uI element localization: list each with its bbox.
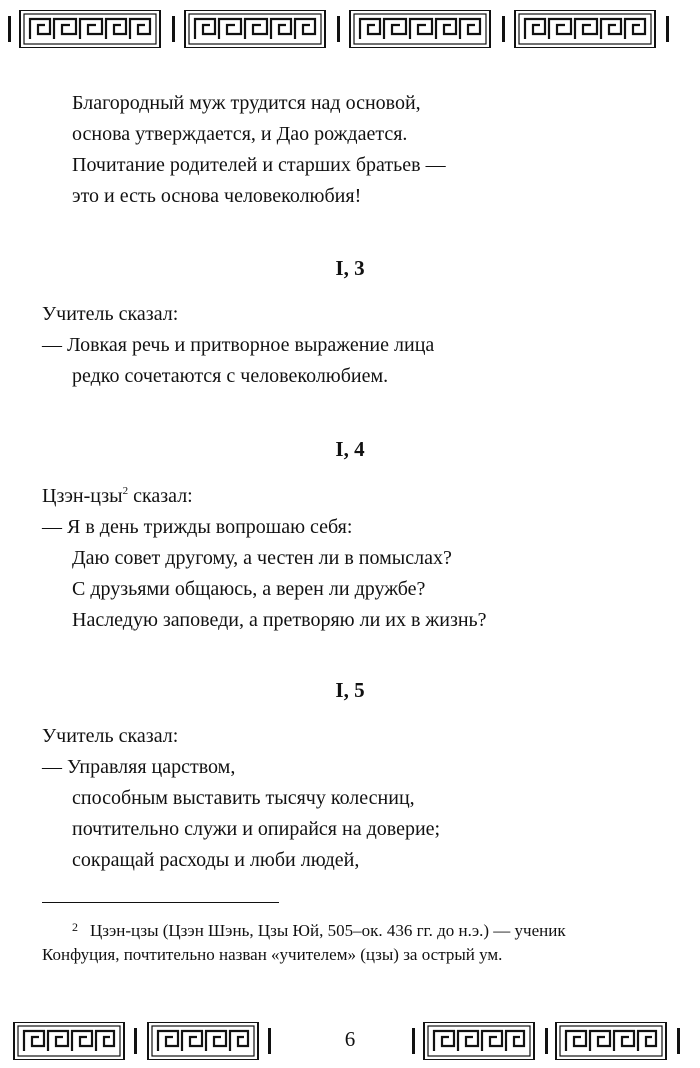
footnote-reference: 2 xyxy=(122,485,129,497)
speaker-line: Учитель сказал: xyxy=(42,303,179,325)
speaker-line: Учитель сказал: xyxy=(42,725,179,747)
verse-line: — Управляя царством, xyxy=(42,756,236,778)
verse-line: способным выставить тысячу колесниц, xyxy=(72,787,415,809)
section-heading-1-4: I, 4 xyxy=(335,437,365,461)
verse-line: Даю совет другому, а честен ли в помыслах? xyxy=(72,547,452,569)
intro-verse xyxy=(0,88,700,212)
footnote-number: 2 xyxy=(72,920,78,934)
speaker-name: Цзэн-цзы xyxy=(42,485,123,507)
verse-line: — Ловкая речь и притворное выражение лица xyxy=(42,334,435,356)
section-heading-1-3: I, 3 xyxy=(335,256,365,280)
verse-line: сокращай расходы и люби людей, xyxy=(72,849,360,871)
verse-line: С друзьями общаюсь, а верен ли дружбе? xyxy=(72,578,426,600)
verse-line: почтительно служи и опирайся на доверие; xyxy=(72,818,441,840)
footnote-line xyxy=(0,914,700,941)
section-1-5-body xyxy=(0,721,700,876)
footnote xyxy=(0,914,700,968)
footnote-line: Конфуция, почтительно назван «учителем» (цзы) за острый ум. xyxy=(42,945,503,964)
verse-line: редко сочетаются с человеколюбием. xyxy=(72,365,389,387)
verse-line: Почитание родителей и старших братьев — xyxy=(72,154,446,176)
speaker-line xyxy=(0,481,700,512)
footnote-divider xyxy=(42,902,279,903)
footnote-text: Цзэн-цзы (Цзэн Шэнь, Цзы Юй, 505–ок. 436 гг. до н.э.) — ученик xyxy=(90,921,566,940)
verse-line: Благородный муж трудится над основой, xyxy=(72,92,421,114)
page-number: 6 xyxy=(344,1027,356,1051)
verse-line: это и есть основа человеколюбия! xyxy=(72,185,362,207)
section-heading-1-5: I, 5 xyxy=(335,678,365,702)
speaker-rest: сказал: xyxy=(128,485,193,507)
verse-line: основа утверждается, и Дао рождается. xyxy=(72,123,408,145)
top-meander-border xyxy=(0,10,700,48)
verse-line: Наследую заповеди, а претворяю ли их в жизнь? xyxy=(72,609,487,631)
section-1-4-body xyxy=(0,481,700,636)
section-1-3-body xyxy=(0,299,700,392)
verse-line: — Я в день трижды вопрошаю себя: xyxy=(42,516,353,538)
